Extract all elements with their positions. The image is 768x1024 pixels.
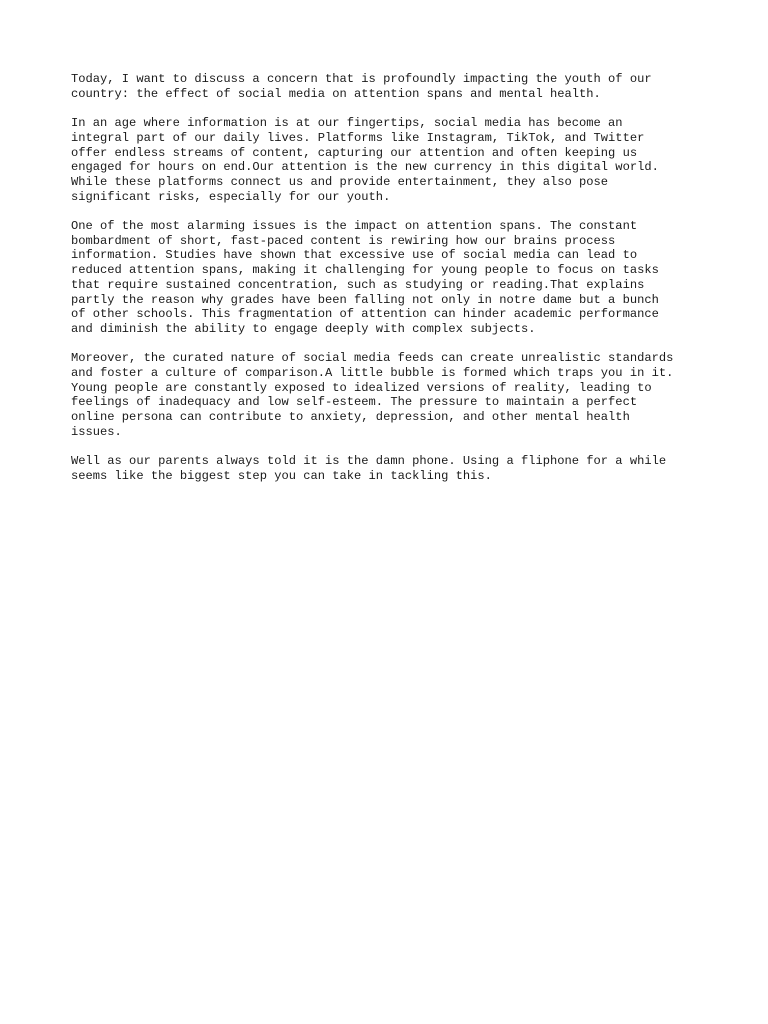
paragraph-comparison: Moreover, the curated nature of social media feeds can create unrealistic standards and foster a culture of comparison.A little bubble is formed which traps you in it. Young people are constantly exposed to idealized versions of reality, leading to feelings of inadequacy and low self-esteem. The pressure to maintain a perfect online persona can contribute to anxiety, depression, and other mental health issues. [71, 351, 674, 439]
document-page [71, 72, 711, 498]
paragraph-social-media-context: In an age where information is at our fingertips, social media has become an integral part of our daily lives. Platforms like Instagram, TikTok, and Twitter offer endless streams of content, capturing our attention and often keeping us engaged for hours on end.Our attention is the new currency in this digital world. While these platforms connect us and provide entertainment, they also pose significant risks, especially for our youth. [71, 116, 659, 204]
paragraph-attention-spans: One of the most alarming issues is the impact on attention spans. The constant bombardment of short, fast-paced content is rewiring how our brains process information. Studies have shown that excessive use of social media can lead to reduced attention spans, making it challenging for young people to focus on tasks that require sustained concentration, such as studying or reading.That explains partly the reason why grades have been falling not only in notre dame but a bunch of other schools. This fragmentation of attention can hinder academic performance and diminish the ability to engage deeply with complex subjects. [71, 219, 659, 336]
paragraph-intro: Today, I want to discuss a concern that is profoundly impacting the youth of our country: the effect of social media on attention spans and mental health. [71, 72, 652, 101]
paragraph-conclusion: Well as our parents always told it is the damn phone. Using a fliphone for a while seems like the biggest step you can take in tackling this. [71, 454, 667, 483]
